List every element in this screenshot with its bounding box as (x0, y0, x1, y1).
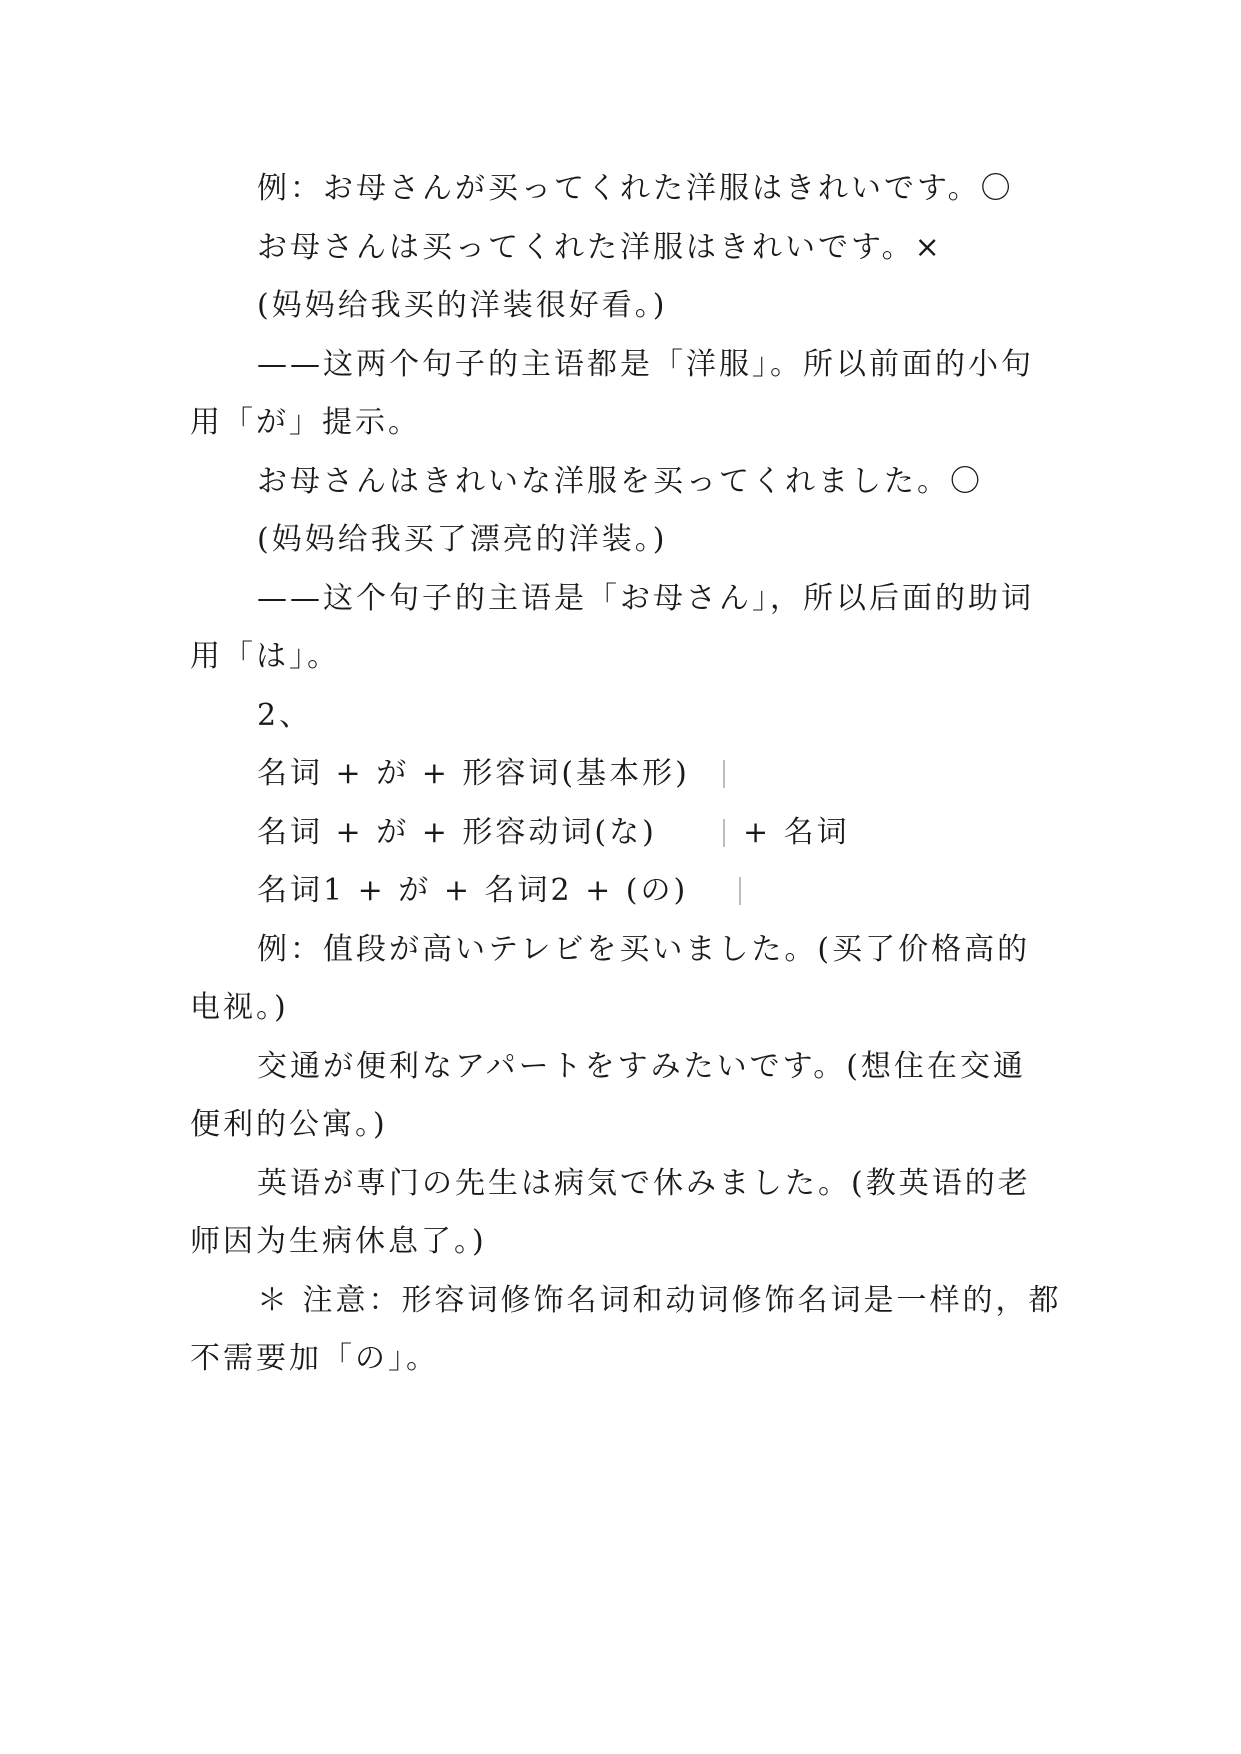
explanation-line-2-cont: 用「は」。 (190, 639, 340, 674)
formula-divider (739, 877, 741, 905)
document-body (190, 160, 1062, 1389)
usage-example: 例：值段が高いテレビを买いました。(买了价格高的 (257, 931, 1031, 967)
formula-divider (723, 819, 725, 847)
translation-line: (妈妈给我买的洋装很好看。) (257, 288, 668, 323)
formula-left: 名词1 + が + 名词2 + (の) (257, 873, 689, 908)
usage-example-cont: 便利的公寓。) (190, 1107, 388, 1142)
grammar-formula-row (190, 745, 1052, 804)
formula-right: + 名词 (743, 814, 850, 850)
example-sentence-correct: 例：お母さんが买ってくれた洋服はきれいです。〇 (257, 171, 1014, 206)
explanation-line-cont: 用「が」提示。 (190, 405, 421, 440)
usage-example: 交通が便利なアパートをすみたいです。(想住在交通 (257, 1048, 1026, 1084)
formula-left: 名词 + が + 形容词(基本形) (257, 756, 690, 791)
formula-divider (723, 760, 725, 788)
translation-line-2: (妈妈给我买了漂亮的洋装。) (257, 522, 668, 557)
usage-example-cont: 师因为生病休息了。) (190, 1224, 487, 1259)
usage-example-cont: 电视。) (190, 990, 289, 1025)
grammar-formula-row (190, 804, 1052, 863)
section-number: 2、 (257, 697, 313, 733)
grammar-formula-row (190, 862, 1052, 921)
note-line-cont: 不需要加「の」。 (190, 1341, 439, 1376)
usage-example: 英语が専门の先生は病気で休みました。(教英语的老 (257, 1165, 1031, 1201)
note-line: ＊ 注意：形容词修饰名词和动词修饰名词是一样的，都 (257, 1282, 1062, 1318)
explanation-line: ——这两个句子的主语都是「洋服」。所以前面的小句 (257, 346, 1034, 382)
example-sentence-correct-2: お母さんはきれいな洋服を买ってくれました。〇 (257, 463, 983, 499)
explanation-line-2: ——这个句子的主语是「お母さん」，所以后面的助词 (257, 580, 1034, 616)
example-sentence-wrong: お母さんは买ってくれた洋服はきれいです。× (257, 229, 943, 265)
formula-left: 名词 + が + 形容动词(な) (257, 814, 657, 850)
